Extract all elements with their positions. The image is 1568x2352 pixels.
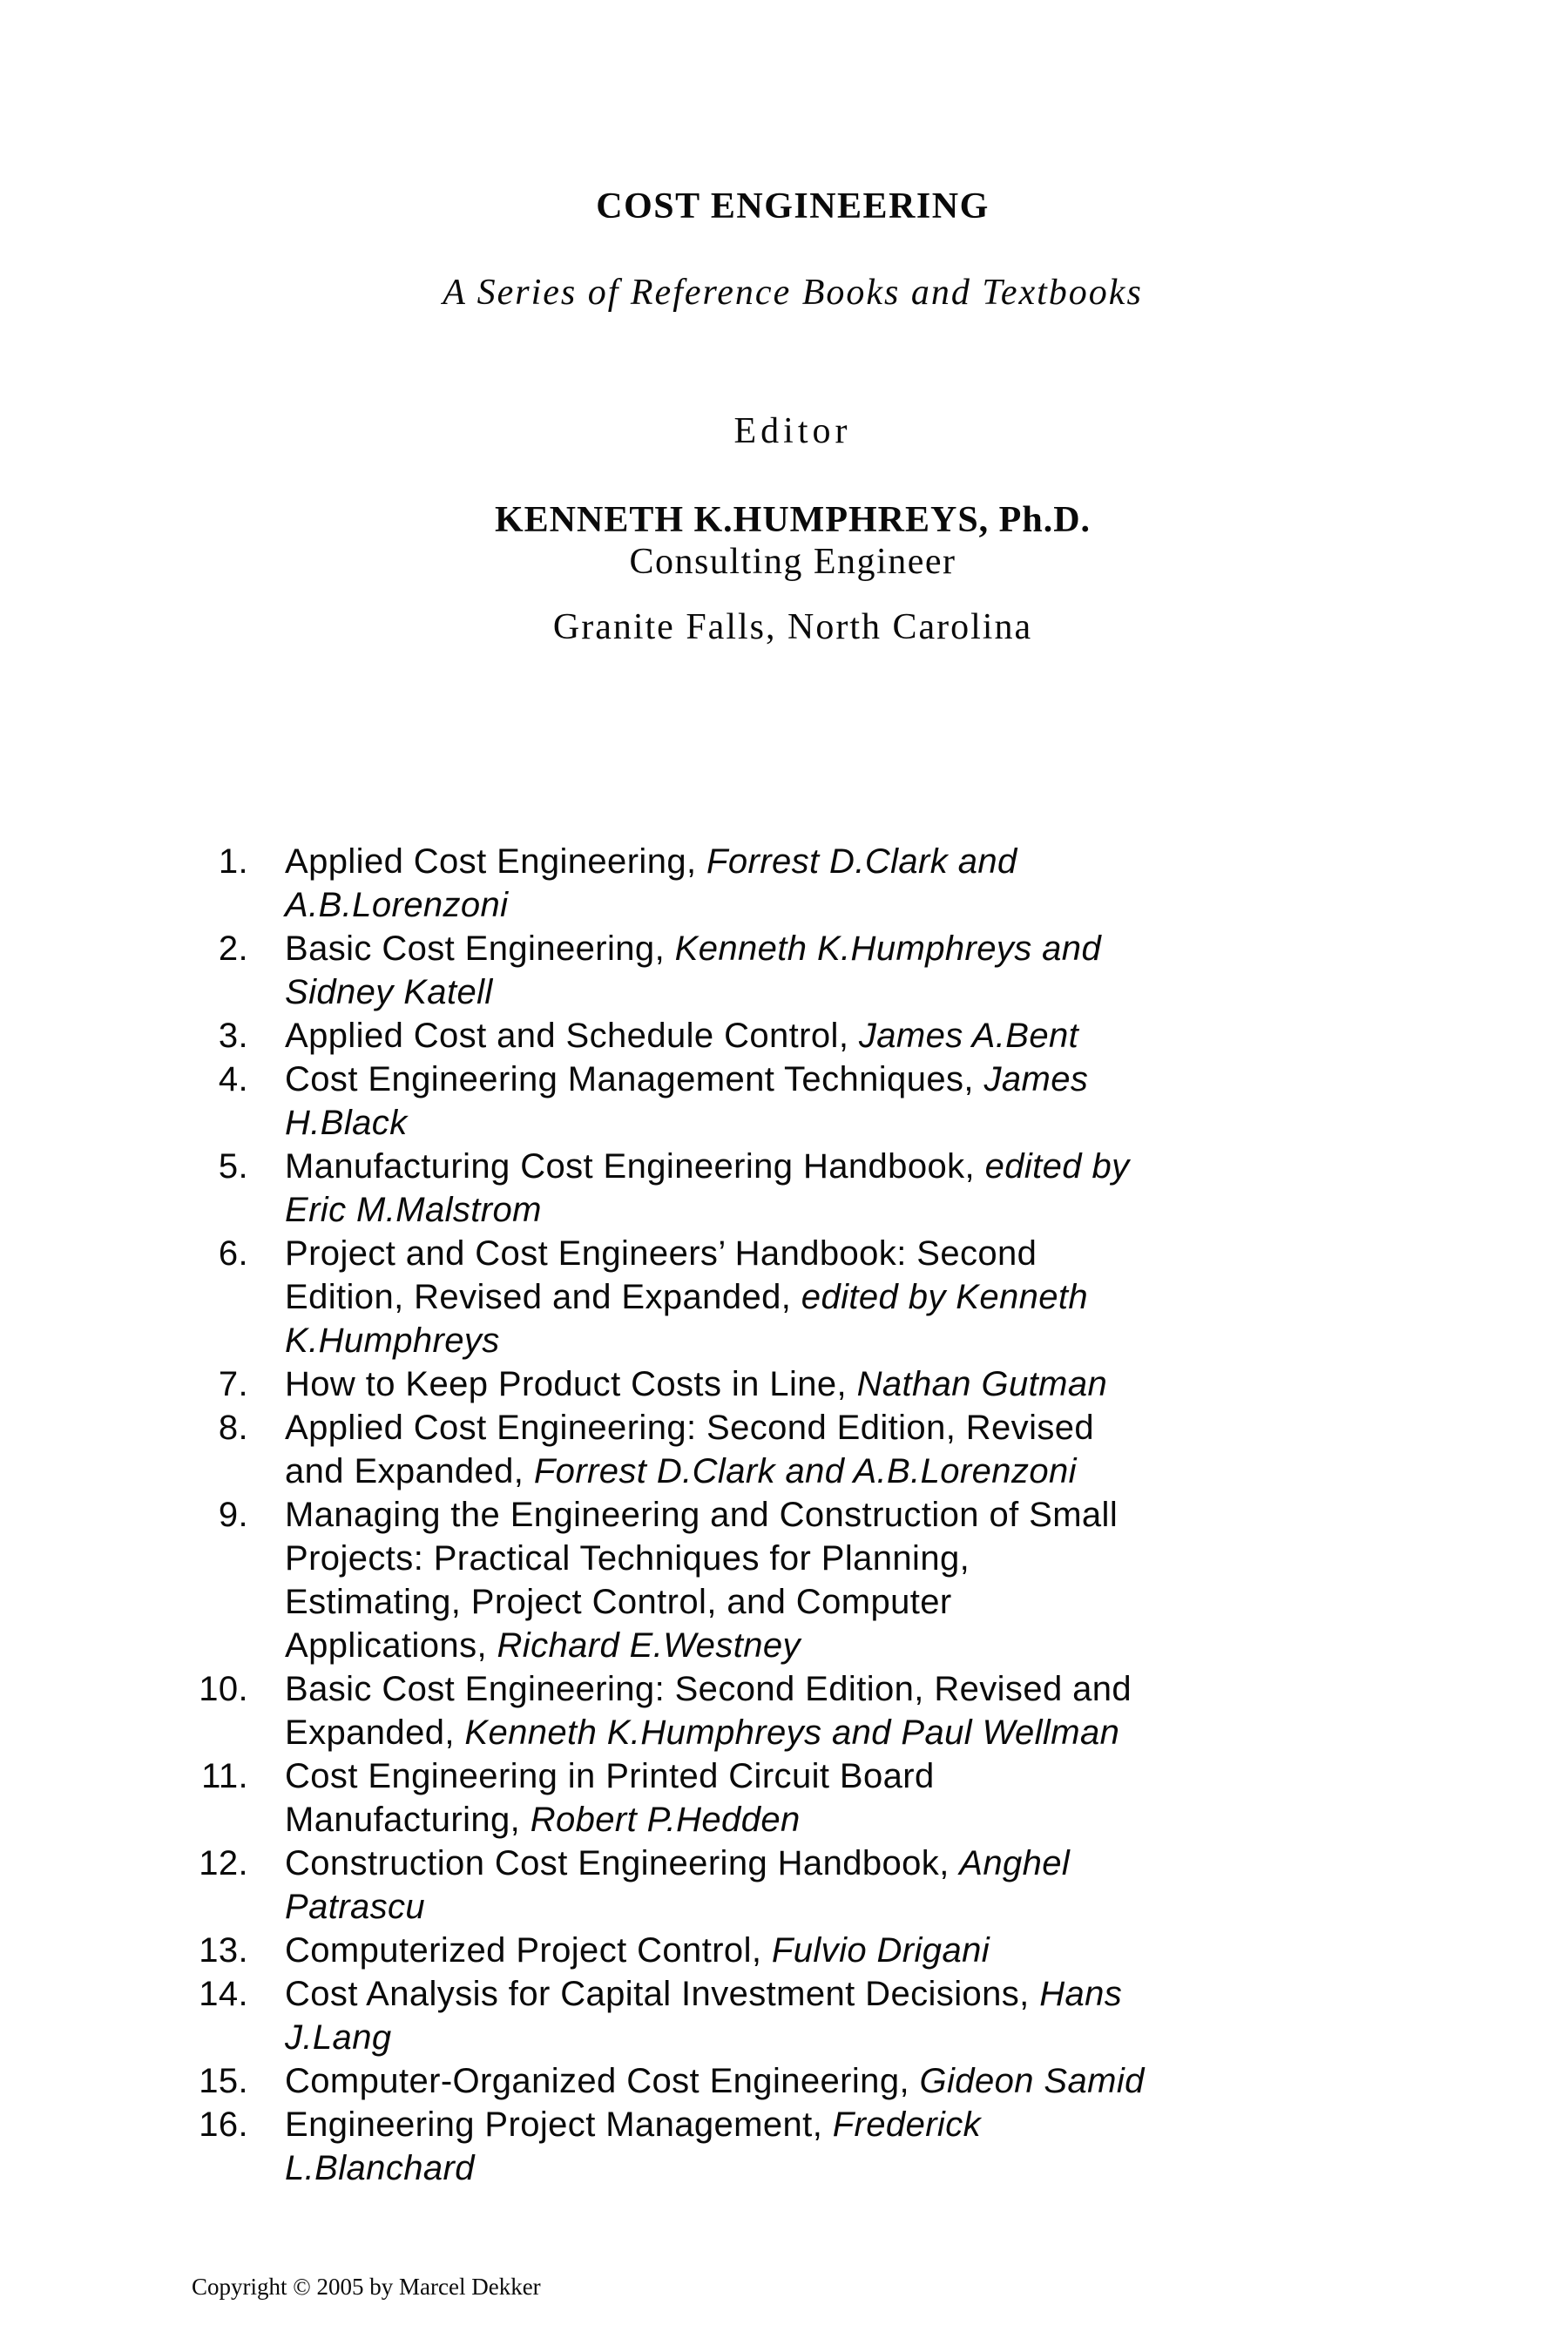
- book-author: Kenneth K.Humphreys and Paul Wellman: [464, 1713, 1120, 1752]
- list-item-number: 1.: [218, 842, 248, 881]
- list-item-text: [285, 1058, 1254, 1145]
- book-title: Cost Engineering in Printed Circuit Board: [285, 1757, 935, 1795]
- book-author: K.Humphreys: [285, 1321, 500, 1360]
- list-item-number: 14.: [199, 1975, 248, 2013]
- list-item-line: [285, 1929, 1254, 1972]
- editor-label: Editor: [733, 411, 852, 451]
- list-item: [157, 1493, 1254, 1667]
- list-item-text: [285, 1406, 1254, 1493]
- list-item: [157, 2059, 1254, 2103]
- list-item-text: [285, 2059, 1254, 2103]
- book-author: Hans: [1039, 1975, 1123, 2013]
- list-item-line: [285, 1537, 1254, 1580]
- book-title: Computerized Project Control,: [285, 1931, 772, 1970]
- list-item-line: [285, 970, 1254, 1014]
- list-item-number: 12.: [199, 1844, 248, 1882]
- list-item-text: [285, 1014, 1254, 1058]
- list-item-line: [285, 1754, 1254, 1798]
- book-author: James A.Bent: [858, 1017, 1079, 1055]
- list-item-line: [285, 2059, 1254, 2103]
- list-item-text: [285, 840, 1254, 927]
- list-item-number: 2.: [218, 929, 248, 968]
- book-author: James: [983, 1060, 1089, 1098]
- book-author: Fulvio Drigani: [771, 1931, 990, 1970]
- list-item-number: 9.: [218, 1496, 248, 1534]
- list-item-number: 16.: [199, 2105, 248, 2144]
- book-author: J.Lang: [285, 2018, 392, 2057]
- list-item-line: [285, 1014, 1254, 1058]
- list-item-line: [285, 2103, 1254, 2146]
- list-item-line: [285, 1232, 1254, 1275]
- book-title: and Expanded,: [285, 1452, 534, 1490]
- list-item-line: [285, 2016, 1254, 2059]
- list-item-text: [285, 1362, 1254, 1406]
- list-item-text: [285, 1929, 1254, 1972]
- list-item: [157, 1362, 1254, 1406]
- list-item-line: [285, 1101, 1254, 1145]
- list-item-line: [285, 1145, 1254, 1188]
- list-item-line: [285, 1319, 1254, 1362]
- book-title: Basic Cost Engineering,: [285, 929, 675, 968]
- list-item-number: 15.: [199, 2062, 248, 2100]
- list-item-text: [285, 1842, 1254, 1929]
- series-title: COST ENGINEERING: [596, 186, 990, 226]
- list-item-text: [285, 927, 1254, 1014]
- book-title: Applied Cost Engineering: Second Edition, Revised: [285, 1409, 1095, 1447]
- book-title: Project and Cost Engineers’ Handbook: Second: [285, 1234, 1037, 1273]
- list-item-line: [285, 1842, 1254, 1885]
- list-item: [157, 927, 1254, 1014]
- book-author: Gideon Samid: [919, 2062, 1145, 2100]
- book-author: A.B.Lorenzoni: [285, 886, 509, 924]
- list-item: [157, 1058, 1254, 1145]
- list-item-line: [285, 927, 1254, 970]
- list-item: [157, 1929, 1254, 1972]
- list-item-number: 8.: [218, 1409, 248, 1447]
- book-title: Cost Analysis for Capital Investment Decisions,: [285, 1975, 1040, 2013]
- list-item-line: [285, 2146, 1254, 2190]
- list-item-line: [285, 1450, 1254, 1493]
- list-item-number: 10.: [199, 1670, 248, 1708]
- list-item: [157, 1842, 1254, 1929]
- list-item-number: 4.: [218, 1060, 248, 1098]
- list-item-line: [285, 1275, 1254, 1319]
- editor-location: Granite Falls, North Carolina: [552, 607, 1033, 647]
- book-title: Basic Cost Engineering: Second Edition, Revised and: [285, 1670, 1132, 1708]
- book-author: Frederick: [832, 2105, 982, 2144]
- book-author: H.Black: [285, 1104, 408, 1142]
- book-title: Applications,: [285, 1626, 497, 1665]
- list-item-text: [285, 1145, 1254, 1232]
- list-item-number: 3.: [218, 1017, 248, 1055]
- list-item-text: [285, 1232, 1254, 1362]
- list-item-line: [285, 1580, 1254, 1624]
- book-author: Robert P.Hedden: [530, 1801, 801, 1839]
- book-title: Computer-Organized Cost Engineering,: [285, 2062, 920, 2100]
- list-item-line: [285, 1798, 1254, 1842]
- list-item-line: [285, 1972, 1254, 2016]
- list-item-line: [285, 1711, 1254, 1754]
- book-author: Kenneth K.Humphreys and: [674, 929, 1102, 968]
- book-title: Applied Cost Engineering,: [285, 842, 707, 881]
- book-author: Eric M.Malstrom: [285, 1191, 542, 1229]
- list-item-number: 5.: [218, 1147, 248, 1186]
- list-item: [157, 1754, 1254, 1842]
- list-item-line: [285, 1188, 1254, 1232]
- book-author: L.Blanchard: [285, 2149, 475, 2187]
- series-subtitle: A Series of Reference Books and Textbooks: [443, 273, 1143, 313]
- book-title: Cost Engineering Management Techniques,: [285, 1060, 984, 1098]
- list-item: [157, 1667, 1254, 1754]
- list-item: [157, 1014, 1254, 1058]
- book-title: Applied Cost and Schedule Control,: [285, 1017, 859, 1055]
- editor-name: KENNETH K.HUMPHREYS, Ph.D.: [494, 500, 1092, 540]
- list-item-line: [285, 1362, 1254, 1406]
- book-title: Expanded,: [285, 1713, 465, 1752]
- list-item-line: [285, 840, 1254, 883]
- book-title: Engineering Project Management,: [285, 2105, 833, 2144]
- list-item-text: [285, 1972, 1254, 2059]
- book-author: Patrascu: [285, 1888, 426, 1926]
- list-item-number: 13.: [199, 1931, 248, 1970]
- list-item-line: [285, 1667, 1254, 1711]
- list-item-line: [285, 883, 1254, 927]
- book-title: How to Keep Product Costs in Line,: [285, 1365, 857, 1403]
- list-item-text: [285, 2103, 1254, 2190]
- book-author: Forrest D.Clark and A.B.Lorenzoni: [533, 1452, 1077, 1490]
- book-title: Edition, Revised and Expanded,: [285, 1278, 801, 1316]
- book-author: Sidney Katell: [285, 973, 493, 1011]
- list-item-line: [285, 1058, 1254, 1101]
- list-item-line: [285, 1406, 1254, 1450]
- list-item: [157, 1972, 1254, 2059]
- book-title: Manufacturing Cost Engineering Handbook,: [285, 1147, 985, 1186]
- book-author: Anghel: [959, 1844, 1071, 1882]
- list-item-text: [285, 1493, 1254, 1667]
- list-item-line: [285, 1885, 1254, 1929]
- list-item: [157, 840, 1254, 927]
- book-author: edited by Kenneth: [801, 1278, 1089, 1316]
- copyright-notice: Copyright © 2005 by Marcel Dekker: [192, 2274, 541, 2300]
- book-author: Nathan Gutman: [856, 1365, 1108, 1403]
- book-title: Managing the Engineering and Construction of Small: [285, 1496, 1119, 1534]
- book-title: Construction Cost Engineering Handbook,: [285, 1844, 960, 1882]
- list-item: [157, 1232, 1254, 1362]
- list-item: [157, 1145, 1254, 1232]
- list-item-line: [285, 1493, 1254, 1537]
- list-item-line: [285, 1624, 1254, 1667]
- list-item: [157, 2103, 1254, 2190]
- editor-role: Consulting Engineer: [629, 542, 956, 582]
- book-series-list: [157, 840, 1254, 2190]
- book-title: Manufacturing,: [285, 1801, 531, 1839]
- list-item-number: 7.: [218, 1365, 248, 1403]
- book-author: Richard E.Westney: [497, 1626, 801, 1665]
- book-title: Estimating, Project Control, and Computer: [285, 1583, 952, 1621]
- list-item-text: [285, 1667, 1254, 1754]
- list-item: [157, 1406, 1254, 1493]
- list-item-text: [285, 1754, 1254, 1842]
- list-item-number: 6.: [218, 1234, 248, 1273]
- list-item-number: 11.: [201, 1757, 248, 1795]
- book-author: Forrest D.Clark and: [706, 842, 1017, 881]
- book-title: Projects: Practical Techniques for Planning,: [285, 1539, 970, 1578]
- book-author: edited by: [984, 1147, 1130, 1186]
